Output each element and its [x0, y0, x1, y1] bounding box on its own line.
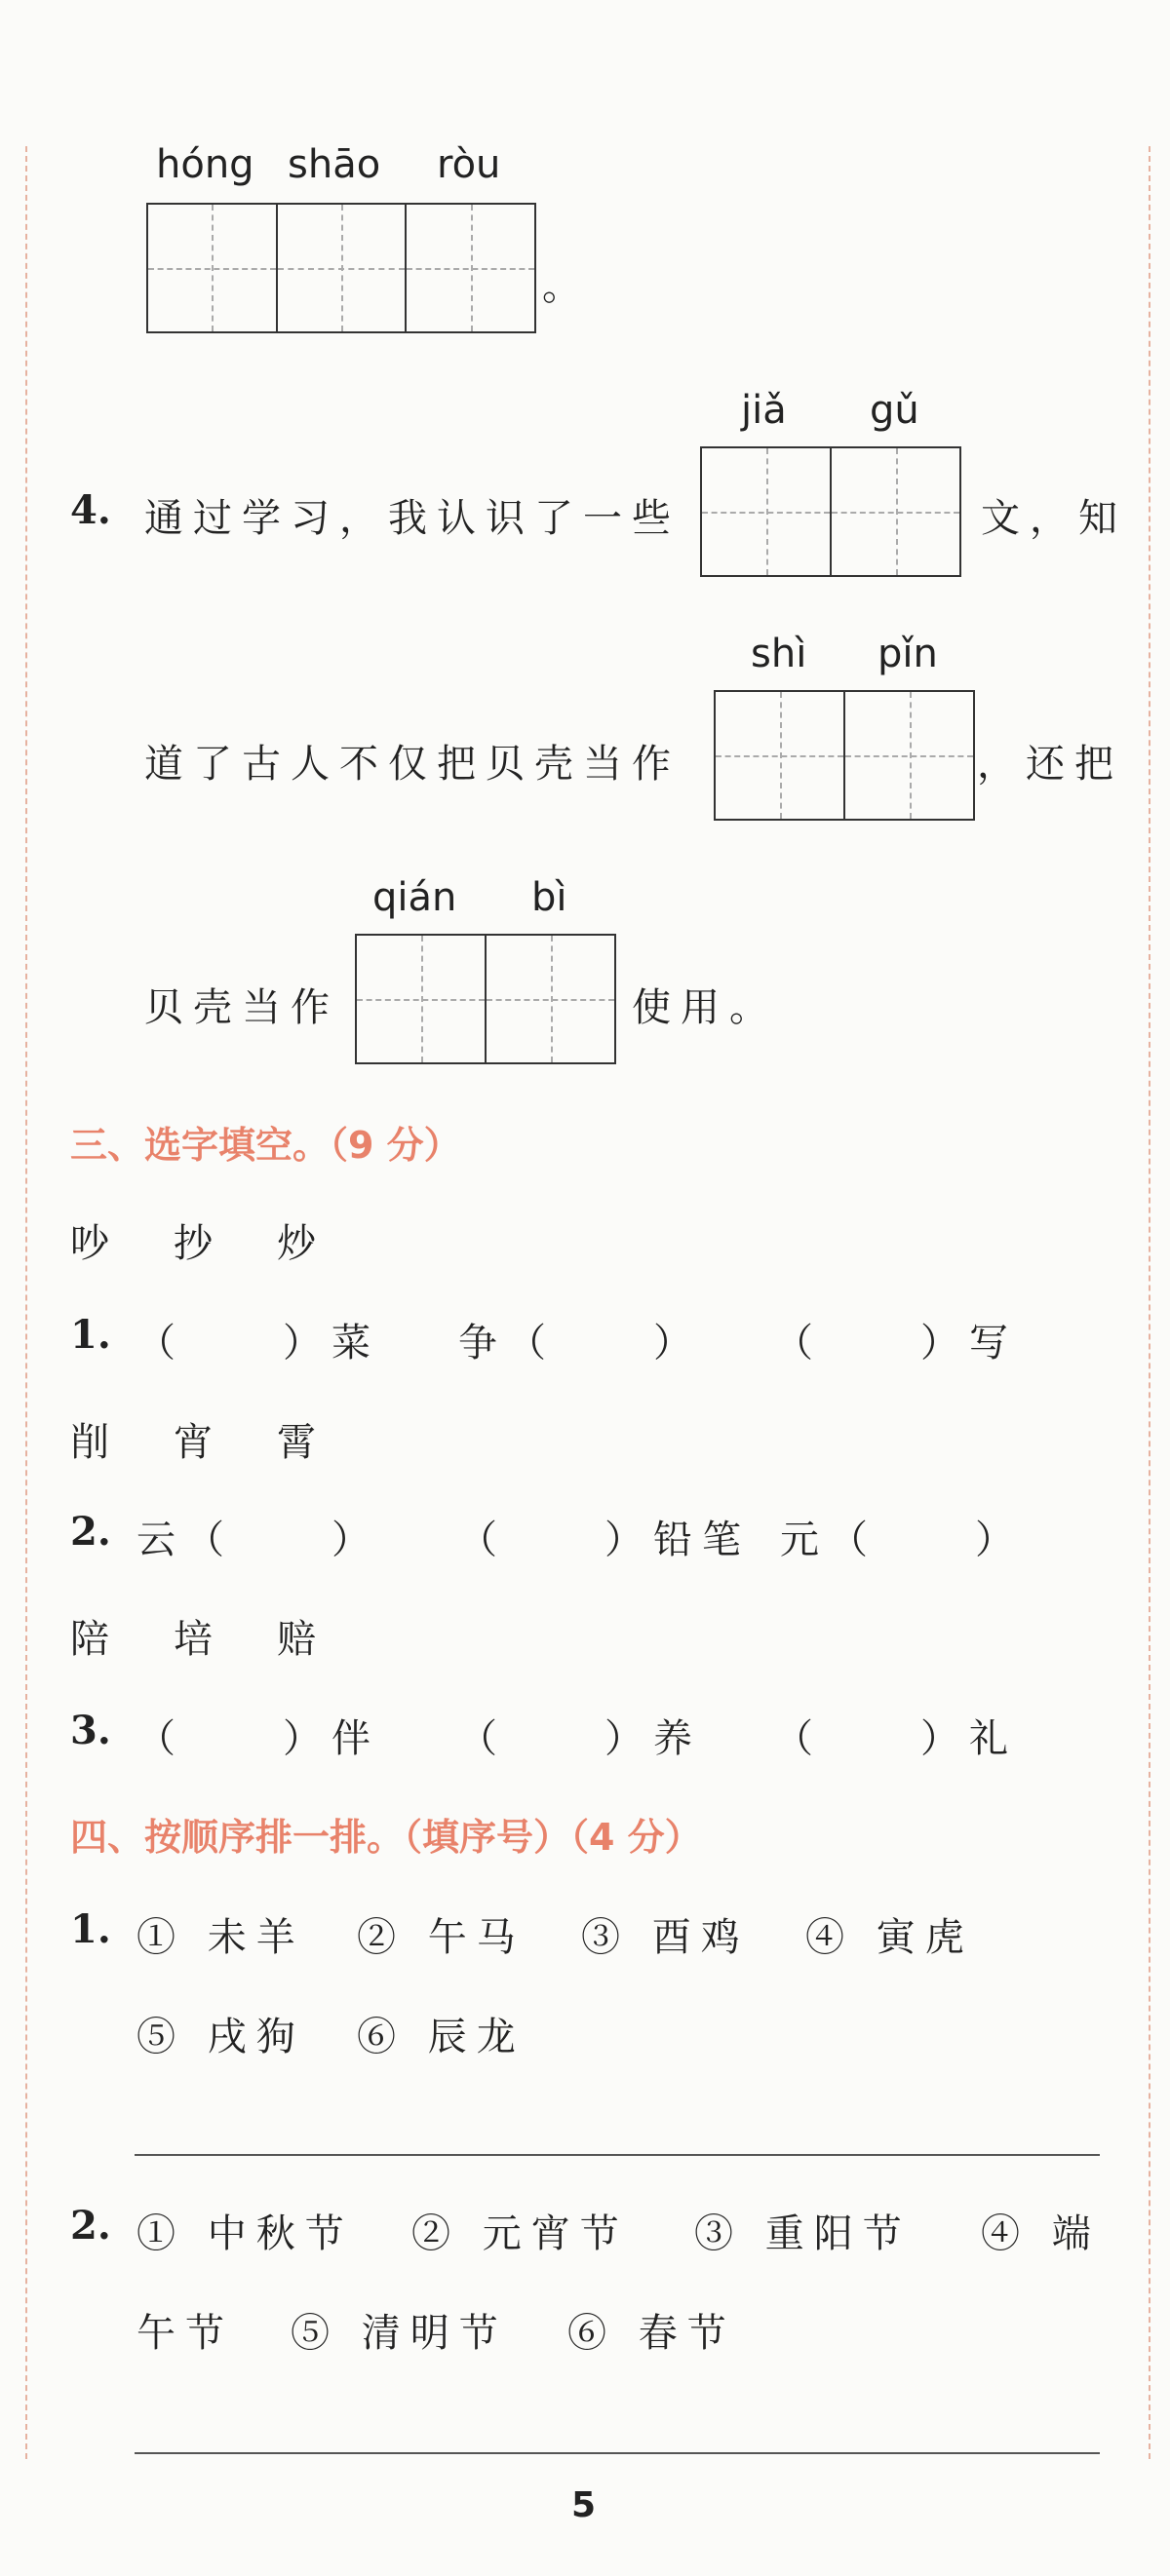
q4-line2-end: ，还把: [977, 742, 1123, 787]
s3-g3-char-2: 培: [174, 1617, 222, 1662]
section4-heading: 四、按顺序排一排。（填序号）（4 分）: [70, 1816, 702, 1859]
s4-q1-item-3: ③ 酉鸡: [581, 1915, 750, 1960]
pinyin-bi: bì: [531, 875, 567, 920]
s3-g1-char-3: 炒: [277, 1221, 326, 1266]
pinyin-rou: ròu: [437, 142, 501, 187]
s4-q1-item-2: ② 午马: [357, 1915, 526, 1960]
s3-q1-blank-1[interactable]: （ ）菜: [136, 1321, 380, 1365]
pinyin-shi: shì: [751, 632, 807, 676]
left-margin-dashed-line: [25, 146, 27, 2459]
s3-g2-char-3: 霄: [277, 1420, 326, 1465]
answer-grid-qianbi[interactable]: [355, 934, 616, 1064]
q4-line2-text: 道了古人不仅把贝壳当作: [144, 742, 681, 787]
section3-heading: 三、选字填空。（9 分）: [70, 1124, 461, 1167]
q4-line3-text: 贝壳当作: [144, 985, 339, 1030]
pinyin-shao: shāo: [288, 142, 381, 187]
s4-q2-number: 2.: [70, 2203, 111, 2249]
s3-q3-number: 3.: [70, 1708, 111, 1753]
s3-q1-blank-3[interactable]: （ ）写: [774, 1321, 1018, 1365]
s3-g1-char-2: 抄: [174, 1221, 222, 1266]
s4-q1-item-4: ④ 寅虎: [805, 1915, 974, 1960]
q4-line1-end: 文，知: [981, 496, 1127, 541]
pinyin-hong: hóng: [156, 142, 254, 187]
s3-q1-blank-2[interactable]: 争（ ）: [458, 1321, 702, 1365]
answer-grid-hongshaorou[interactable]: [146, 203, 536, 333]
question-number-4: 4.: [70, 487, 111, 533]
s3-q1-number: 1.: [70, 1312, 111, 1358]
s4-q2-item-4: ④ 端: [981, 2211, 1101, 2256]
s3-g3-char-3: 赔: [277, 1617, 326, 1662]
s4-q1-number: 1.: [70, 1906, 111, 1952]
s4-q2-item-5: ⑤ 清明节: [291, 2311, 508, 2356]
s3-q2-number: 2.: [70, 1509, 111, 1555]
answer-grid-shipin[interactable]: [714, 690, 975, 821]
s3-q2-blank-1[interactable]: 云（ ）: [136, 1518, 380, 1562]
page-number: 5: [571, 2485, 597, 2525]
s3-q3-blank-3[interactable]: （ ）礼: [774, 1716, 1018, 1761]
s3-g2-char-1: 削: [70, 1420, 119, 1465]
s3-g2-char-2: 宵: [174, 1420, 222, 1465]
s4-q1-item-6: ⑥ 辰龙: [357, 2015, 526, 2059]
q4-line3-end: 使用。: [632, 985, 778, 1030]
s3-g3-char-1: 陪: [70, 1617, 119, 1662]
pinyin-pin: pǐn: [878, 632, 938, 676]
right-margin-dashed-line: [1149, 146, 1150, 2459]
s3-q3-blank-1[interactable]: （ ）伴: [136, 1716, 380, 1761]
s4-q1-item-1: ① 未羊: [136, 1915, 305, 1960]
s4-q1-item-5: ⑤ 戌狗: [136, 2015, 305, 2059]
pinyin-qian: qián: [372, 875, 457, 920]
answer-grid-jiagu[interactable]: [700, 446, 961, 577]
pinyin-gu: gǔ: [870, 388, 919, 433]
s4-q2-item-4-cont: 午节: [136, 2311, 234, 2356]
s3-g1-char-1: 吵: [70, 1221, 119, 1266]
s4-q2-item-6: ⑥ 春节: [567, 2311, 736, 2356]
s4-q1-answer-line[interactable]: [135, 2154, 1100, 2156]
s4-q2-item-1: ① 中秋节: [136, 2211, 354, 2256]
s3-q2-blank-2[interactable]: （ ）铅笔: [458, 1518, 751, 1562]
s3-q2-blank-3[interactable]: 元（ ）: [780, 1518, 1024, 1562]
s4-q2-item-2: ② 元宵节: [411, 2211, 629, 2256]
pinyin-jia: jiǎ: [741, 388, 787, 433]
s3-q3-blank-2[interactable]: （ ）养: [458, 1716, 702, 1761]
s4-q2-item-3: ③ 重阳节: [694, 2211, 912, 2256]
period: 。: [542, 264, 591, 309]
s4-q2-answer-line[interactable]: [135, 2452, 1100, 2454]
q4-line1-text: 通过学习，我认识了一些: [144, 496, 681, 541]
